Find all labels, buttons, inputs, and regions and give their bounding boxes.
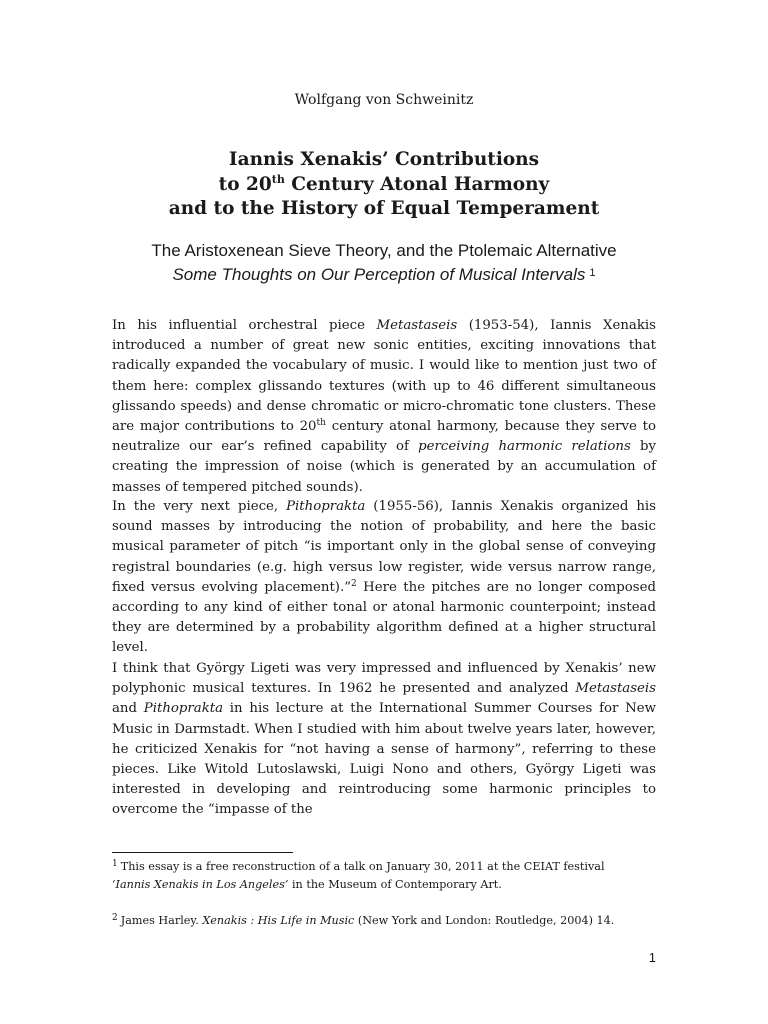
paragraph-text: century atonal harmony, because they serve to neutralize our ear’s refined capability of bbox=[112, 419, 656, 455]
title-line-3: and to the History of Equal Temperament bbox=[168, 198, 600, 219]
footnote-reference-1: 1 bbox=[589, 267, 596, 279]
title-line-2-start: to 20 bbox=[218, 173, 272, 195]
paragraph-text: In the very next piece, bbox=[112, 499, 287, 514]
subtitle-line-2-text: Some Thoughts on Our Perception of Musical Intervals bbox=[172, 265, 586, 284]
document-subtitle bbox=[0, 239, 768, 286]
work-title: Metastaseis bbox=[575, 681, 656, 697]
paragraph-2 bbox=[112, 497, 656, 659]
paragraph-text: In his influential orchestral piece bbox=[112, 318, 377, 333]
paragraph-text: and bbox=[112, 701, 144, 717]
paragraph-text: by creating the impression of noise (which is generated by an accumulation of masses of tempered pitched sounds). bbox=[112, 439, 656, 495]
work-title: Pithoprakta bbox=[143, 701, 224, 717]
paragraph-1 bbox=[112, 316, 656, 498]
paragraph-text: Here the pitches are no longer composed according to any kind of either tonal or atonal harmonic counterpoint; instead they are determined by a probability algorithm defined at a higher structural level. bbox=[112, 579, 656, 656]
emphasis-text: perceiving harmonic relations bbox=[418, 439, 631, 455]
ordinal-superscript: th bbox=[316, 418, 326, 429]
footnote-separator bbox=[112, 852, 293, 853]
title-line-2 bbox=[0, 173, 768, 198]
footnote-text: This essay is a free reconstruction of a talk on January 30, 2011 at the CEIAT festival bbox=[120, 860, 605, 873]
footnote-number: 2 bbox=[112, 913, 118, 923]
footnote-text: James Harley. bbox=[120, 914, 203, 927]
festival-title: ‘Iannis Xenakis in Los Angeles’ bbox=[112, 878, 289, 891]
paragraph-text: (1953-54), Iannis Xenakis introduced a number of great new sonic entities, exciting innovations that radically expanded the vocabulary of music. I would like to mention just two of them here: complex glissando textures (with up to 46 different simultaneous glissando speeds) and dense chromatic or micro-chromatic tone clusters. These are major contributions to 20 bbox=[112, 318, 656, 435]
page-number: 1 bbox=[648, 950, 656, 965]
work-title: Metastaseis bbox=[376, 318, 458, 333]
title-superscript: th bbox=[271, 172, 285, 186]
footnote-2 bbox=[112, 912, 672, 930]
subtitle-line-2 bbox=[0, 262, 768, 286]
footnote-1 bbox=[112, 858, 672, 894]
document-title bbox=[0, 148, 768, 222]
paragraph-text: in his lecture at the International Summer Courses for New Music in Darmstadt. When I studied with him about twelve years later, however, he criticized Xenakis for “not having a sense of harmony”, referring to these pieces. Like Witold Lutoslawski, Luigi Nono and others, György Ligeti was interested in developing and reintroducing some harmonic principles to overcome the “impasse of the bbox=[112, 701, 657, 818]
paragraph-text: I think that György Ligeti was very impressed and influenced by Xenakis’ new polyphonic musical textures. In 1962 he presented and analyzed bbox=[112, 661, 656, 697]
footnote-reference-2: 2 bbox=[351, 578, 357, 589]
author-name: Wolfgang von Schweinitz bbox=[294, 92, 474, 108]
footnote-text: in the Museum of Contemporary Art. bbox=[288, 878, 502, 891]
book-title: Xenakis : His Life in Music bbox=[202, 914, 355, 927]
subtitle-line-1: The Aristoxenean Sieve Theory, and the Ptolemaic Alternative bbox=[151, 241, 617, 260]
footnote-number: 1 bbox=[112, 859, 118, 869]
title-line-1: Iannis Xenakis’ Contributions bbox=[228, 149, 540, 170]
paragraph-3 bbox=[112, 659, 656, 821]
title-line-2-end: Century Atonal Harmony bbox=[284, 173, 550, 195]
work-title: Pithoprakta bbox=[286, 499, 366, 514]
paragraph-text: (1955-56), Iannis Xenakis organized his sound masses by introducing the notion of probability, and here the basic musical parameter of pitch “is important only in the global sense of conveying registral boundaries (e.g. high versus low register, wide versus narrow range, fixed versus evolving placement).” bbox=[112, 499, 656, 595]
footnote-text: (New York and London: Routledge, 2004) 14. bbox=[354, 914, 615, 927]
